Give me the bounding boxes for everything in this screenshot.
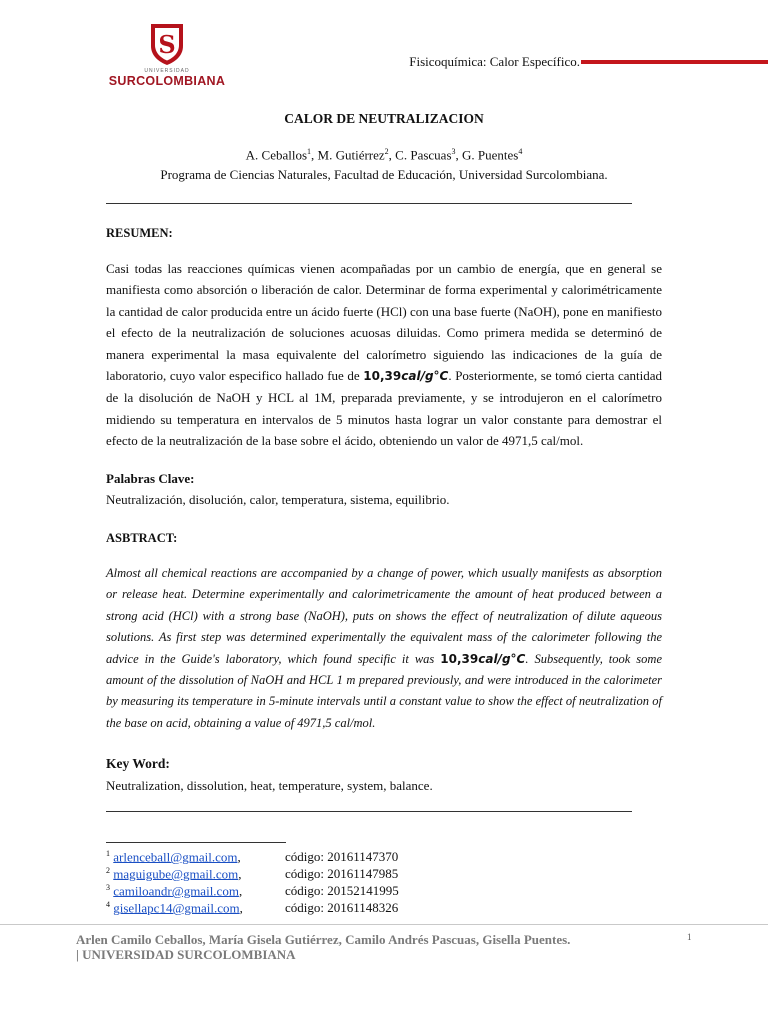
footnote: $^1$ arlenceball@gmail.com, código: 20161147370 — [106, 849, 399, 865]
logo-letter: S — [158, 30, 176, 59]
footnote: $^2$ maguigube@gmail.com, código: 20161147985 — [106, 866, 399, 882]
resumen-body — [106, 258, 662, 452]
author: G. Puentes — [462, 147, 519, 163]
footnote: $^4$ gisellapc14@gmail.com, código: 20161148326 — [106, 900, 399, 916]
author: A. Ceballos — [245, 147, 308, 163]
footnote-code: código: 20161147370 — [285, 849, 399, 864]
formula-unit-en: cal/g°C — [478, 651, 526, 666]
footnote-number: 2 — [106, 866, 110, 875]
footnote: $^3$ camiloandr@gmail.com, código: 20152141995 — [106, 883, 399, 899]
footnote-email-link[interactable]: maguigube@gmail.com — [113, 866, 239, 882]
resumen-text-2: . Posteriormente, se tomó cierta cantidad de la disolución de NaOH y HCL al 1M, preparada previamente, y se introdujeron en el calorímetro midiendo su temperatura en intervalos de 5 minutos hasta lograr un valor constante para demostrar el efecto de la neutralización de la base sobre el ácido, obteniendo un valor de 4971,5 cal/mol. — [106, 368, 663, 449]
footer-authors: Arlen Camilo Ceballos, María Gisela Gutiérrez, Camilo Andrés Pascuas, Gisella Puentes. — [76, 932, 571, 947]
formula-unit: cal/g°C — [401, 369, 449, 384]
abstract-text-1: Almost all chemical reactions are accompanied by a change of power, which usually manifests as absorption or release heat. Determine experimentally and calorimetricamente the amount of heat produced between a strong acid (HCl) with a strong base (NaOH), puts on shows the effect of neutralization of dilute aqueous solutions. As first step was determined experimentally the equivalent mass of the calorimeter following the advice in the Guide's laboratory, which found specific it was — [106, 566, 662, 666]
author-sup: 2 — [384, 147, 389, 156]
footnote-number: 3 — [106, 883, 110, 892]
shield-logo-icon — [147, 22, 187, 66]
formula-value: 10,39 — [363, 369, 402, 384]
footer-divider — [0, 924, 768, 925]
keywords-heading-es: Palabras Clave: — [106, 471, 195, 486]
footnote-separator — [106, 842, 286, 843]
logo-small-text: UNIVERSIDAD — [144, 68, 190, 74]
paper-title: CALOR DE NEUTRALIZACION — [284, 111, 484, 126]
keywords-es: Neutralización, disolución, calor, temperatura, sistema, equilibrio. — [106, 492, 450, 507]
resumen-text-1: Casi todas las reacciones químicas vienen acompañadas por un cambio de energía, que en general se manifiesta como absorción o liberación de calor. Determinar de forma experimental y calorimétricamente la cantidad de calor producida entre un ácido fuerte (HCl) con una base fuerte (NaOH), pone en manifiesto el efecto de la neutralización de soluciones acuosas diluidas. Como primera medida se determinó de manera experimental la masa equivalente del calorímetro siguiendo las indicaciones de la guía de laboratorio, cuyo valor especifico hallado fue de — [106, 261, 662, 384]
formula-value-en: 10,39 — [440, 651, 479, 666]
logo-university-name: SURCOLOMBIANA — [108, 74, 226, 88]
author-sup: 1 — [307, 147, 312, 156]
specific-heat-formula-en — [440, 652, 525, 666]
specific-heat-formula — [363, 369, 448, 383]
abstract-body — [106, 563, 662, 734]
author: C. Pascuas — [395, 147, 452, 163]
resumen-heading: RESUMEN: — [106, 226, 173, 240]
author-sup: 4 — [518, 147, 523, 156]
footnote-email-link[interactable]: gisellapc14@gmail.com — [113, 900, 240, 916]
page-number: 1 — [687, 932, 692, 942]
footnote-code: código: 20161148326 — [285, 900, 399, 915]
author: M. Gutiérrez — [317, 147, 385, 163]
running-title: Fisicoquímica: Calor Específico. — [409, 54, 580, 69]
footnote-code: código: 20161147985 — [285, 866, 399, 881]
footnote-number: 1 — [106, 849, 110, 858]
abstract-heading: ASBTRACT: — [106, 531, 178, 545]
keywords-heading-en: Key Word: — [106, 756, 170, 771]
author-sup: 3 — [451, 147, 456, 156]
divider — [106, 203, 632, 204]
keywords-en: Neutralization, dissolution, heat, temperature, system, balance. — [106, 778, 433, 793]
footnote-code: código: 20152141995 — [285, 883, 399, 898]
abstract-text-2: . Subsequently, took some amount of the dissolution of NaOH and HCL 1 m prepared previously, and were introduced in the calorimeter by measuring its temperature in 5-minute intervals until a constant value to show the effect of neutralization of the base on acid, obtaining a value of 4971,5 cal/mol. — [106, 651, 662, 730]
footnote-email-link[interactable]: camiloandr@gmail.com — [113, 883, 239, 899]
footnote-email-link[interactable]: arlenceball@gmail.com — [113, 849, 238, 865]
university-logo — [104, 22, 230, 102]
affiliation: Programa de Ciencias Naturales, Facultad de Educación, Universidad Surcolombiana. — [160, 167, 608, 182]
footer-university: | UNIVERSIDAD SURCOLOMBIANA — [76, 947, 296, 962]
divider — [106, 811, 632, 812]
author-list: A. Ceballos$^1$, M. Gutiérrez$^2$, C. Pascuas$^3$, G. Puentes$^4$ — [245, 147, 523, 163]
footnote-number: 4 — [106, 900, 110, 909]
header-accent-bar — [581, 60, 768, 64]
